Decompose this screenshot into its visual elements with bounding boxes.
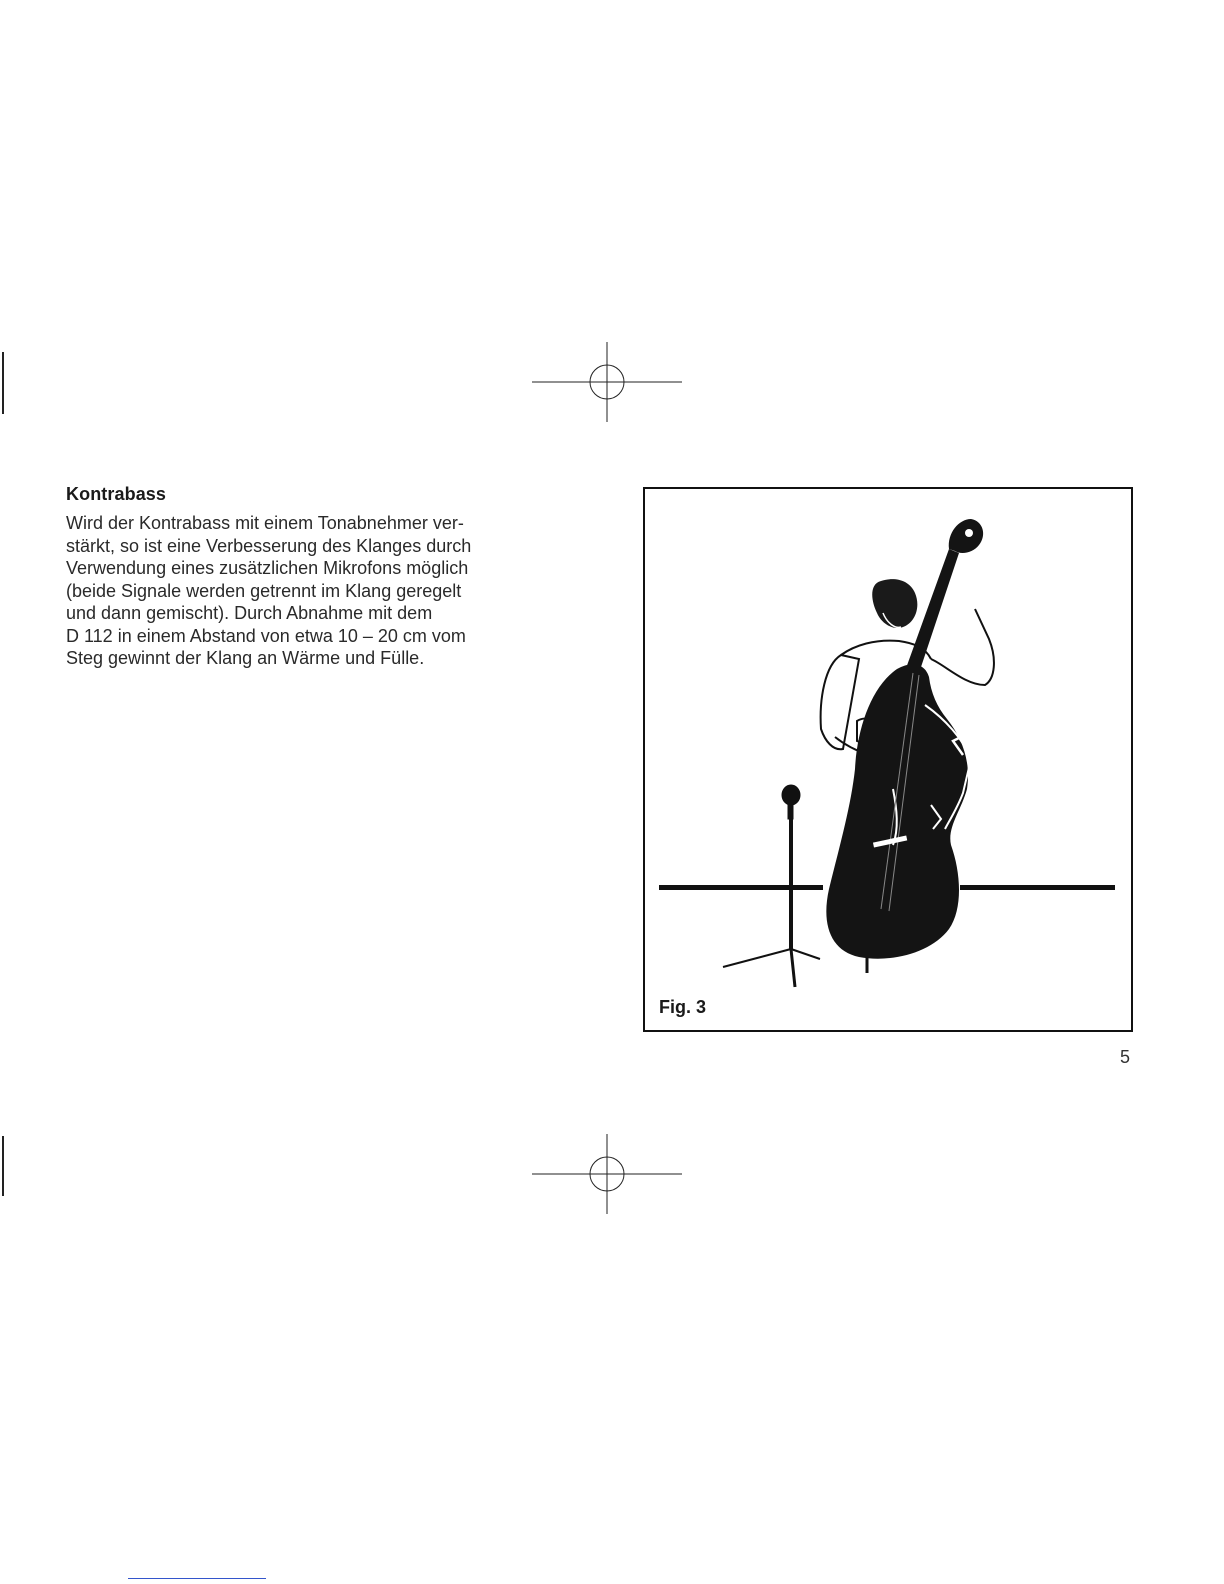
registration-mark-bottom [532,1134,682,1214]
paragraph-line: und dann gemischt). Durch Abnahme mit dem [66,603,433,623]
section-heading: Kontrabass [66,484,167,504]
crop-line-top [2,352,4,414]
figure-caption: Fig. 3 [659,997,707,1017]
double-bass-player-illustration [645,489,1131,1030]
page-number: 5 [1120,1047,1131,1067]
paragraph-line: D 112 in einem Abstand von etwa 10 – 20 cm vom [66,625,466,646]
registration-mark-top [532,342,682,422]
paragraph-line: Verwendung eines zusätzlichen Mikrofons möglich [66,558,469,578]
paragraph-line: Steg gewinnt der Klang an Wärme und Fülle. [66,648,425,668]
floor-line-right [960,885,1115,890]
paragraph-line: (beide Signale werden getrennt im Klang geregelt [66,580,462,601]
paragraph-line: stärkt, so ist eine Verbesserung des Klanges durch [66,535,472,556]
figure-frame [643,487,1133,1032]
floor-line-left [659,885,823,890]
paragraph-line: Wird der Kontrabass mit einem Tonabnehmer ver- [66,513,464,533]
crop-line-bottom [2,1136,4,1196]
footer-rule [128,1578,266,1579]
section-paragraph [66,512,556,670]
